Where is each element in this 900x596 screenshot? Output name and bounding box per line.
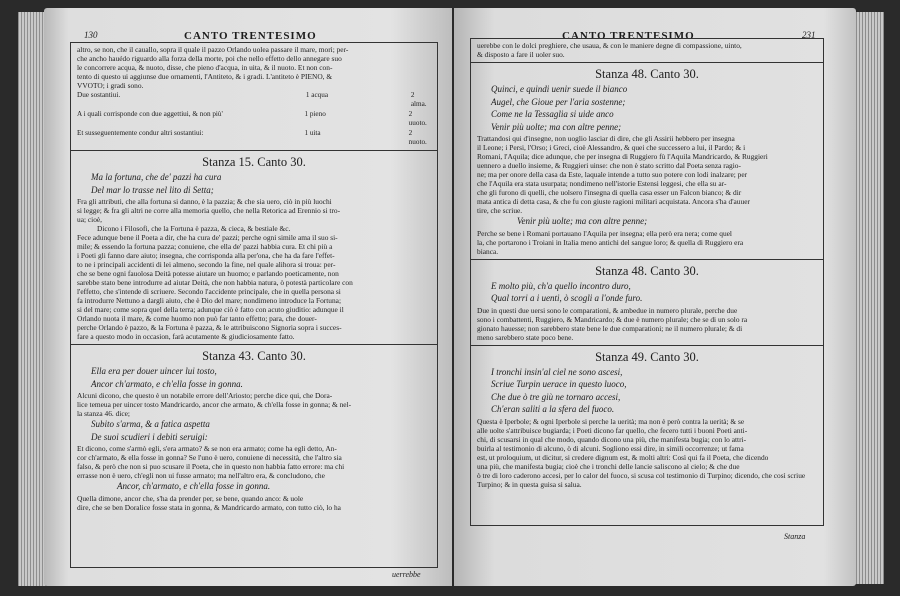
text-line: una più, che manifesta bugia; cioè che i tronchi delle lancie saliscono al cielo; & che due <box>477 461 740 471</box>
text-line: Perche se bene i Romani portauano l'Aquila per insegna; ella però era nera; come quel <box>477 228 732 238</box>
stanza-heading: Stanza 15. Canto 30. <box>202 155 306 169</box>
verse-line: Scriue Turpin uerace in questo luoco, <box>491 379 627 389</box>
verse-line: Del mar lo trasse nel lito di Setta; <box>91 184 214 195</box>
text-line: Fra gli attributi, che alla fortuna si danno, è la pazzia; & che sia uero, ciò in più luochi <box>77 197 332 206</box>
verse-line: Qual torri a i uenti, ò scogli a l'onde furo. <box>491 293 643 303</box>
text-line: Due in questi due uersi sono le comparationi, & ambedue in numero plurale, perche due <box>477 305 738 315</box>
text-line: si legge; & fra gli altri ne corre alla memoria quello, che nella Retorica ad Erennio si tro- <box>77 206 341 215</box>
text-line: sarebbe stato bene introdurre ad aiutar Deità, che non habbia natura, ò potestà particolare con <box>77 278 353 287</box>
text-line: Fece adunque bene il Poeta a dir, che ha cura de' pazzi; perche ogni simile ama il suo si- <box>77 233 338 242</box>
text-line: l'effetto, che s'intende di scriuere. Secondo l'accidente principale, che in quella persona si <box>77 287 341 296</box>
running-head: CANTO TRENTESIMO <box>562 30 695 42</box>
text-line: & disposto a fare il uoler suo. <box>477 50 565 59</box>
divider <box>71 344 437 345</box>
text-line: che se bene ogni fauolosa Deità potesse aiutare un huomo; e parlando poeticamente, non <box>77 269 339 278</box>
text-line: che l'Aquila era stata usurpata; nondimeno nell'istorie Estensi leggesi, che ella su ar- <box>477 179 727 188</box>
text-line: to ne i principali accidenti di lei almeno, secondo la fine, nel quale alihora si troua: per- <box>77 260 336 269</box>
text-line: mata antica di detta casa, & che fu con giuste ragioni militari acquistata. Ancora s'ha d'auuer <box>477 197 750 206</box>
catchword: Stanza <box>784 532 806 541</box>
text-line: Quella dimone, ancor che, s'ha da prender per, se bene, quando anco: & uole <box>77 493 304 503</box>
text-line: errasse non è uero, ch'egli non ui fusse armato; ma nell'altro era, & concludono, che <box>77 471 325 480</box>
verse-line: Ma la fortuna, che de' pazzi ha cura <box>91 172 222 182</box>
verse-line: Ancor ch'armato, e ch'ella fosse in gonna. <box>91 378 243 389</box>
stanza-heading: Stanza 48. Canto 30. <box>595 263 699 278</box>
grades-row: Et susseguentemente condur altri sostantiui: 1 uita 2 nuoto. <box>77 129 427 146</box>
text-line: ne; ma per onore della casa da Este, laquale intende a tutto suo potere con lodi inalzare; per <box>477 170 748 179</box>
text-line: mile; & essendo la fortuna pazza; conuiene, che ella de' pazzi habbia cura. Et chi più a <box>77 242 333 251</box>
page-number: 231 <box>802 30 816 40</box>
text-line: Questa è Iperbole; & ogni Iperbole si perche la uerità; ma non è però contra la uerità; & se <box>477 416 745 426</box>
page-edges-right <box>854 12 884 584</box>
verse-line: Ch'eran saliti a la sfera del fuoco. <box>491 404 615 414</box>
text-line: VVOTO; i gradi sono. <box>77 81 144 90</box>
text-line: le concorrere acqua, & nuoto, disse, che pieno d'acqua, in uita, & il nuoto. Et non con- <box>77 63 333 72</box>
stanza-heading: Stanza 48. Canto 30. <box>595 67 699 81</box>
text-line: Orlando nuota il mare, & come huomo non può far tanto effetto; para, che douer- <box>77 314 317 323</box>
grades-row: Due sostantiui. 1 acqua 2 alma. <box>77 91 427 108</box>
catchword: uerrebbe <box>392 570 421 579</box>
divider <box>471 259 823 260</box>
text-line: meno sarebbero state poco bene. <box>477 332 574 342</box>
page-number: 130 <box>84 30 98 40</box>
verse-line: Venir più uolte; ma con altre penne; <box>491 121 622 132</box>
text-line: buirla al testimonio di alcuno, ò di alcuni. Sogliono essi dire, in simili occorrenze; ut fama <box>477 443 744 453</box>
text-line: lice temeua per uincer tosto Mandricardo, ancor che armato, & ch'ella fosse in gonna; & nel- <box>77 400 352 409</box>
verse-line: I tronchi insin'al ciel ne sono ascesi, <box>491 366 623 377</box>
right-text-frame <box>470 38 824 526</box>
text-line: la stanza 46. dice; <box>77 409 130 418</box>
text-line: uerebbe con le dolci preghiere, che usaua, & con le maniere degne di compassione, uinto, <box>477 41 742 50</box>
running-head: CANTO TRENTESIMO <box>184 30 317 42</box>
left-text-frame <box>70 42 438 568</box>
divider <box>71 150 437 151</box>
text-line: Dicono i Filosofi, che la Fortuna è pazza, & cieca, & bestiale &c. <box>97 224 291 233</box>
text-line: si del mare; come sopra quel della terra; adunque ciò è fatto con acuto giuditio: adunque il <box>77 305 344 314</box>
verse-line: Ella era per douer uincer lui tosto, <box>91 366 217 376</box>
text-line: Trattandosi qui d'insegne, non uoglio lasciar di dire, che gli Assirii hebbero per insegna <box>477 134 735 143</box>
text-line: cor ch'armato, & ella fosse in gonna? Se l'uno è uero, conuiene di necessità, che l'altro sia <box>77 453 342 462</box>
verse-line: Augel, che Gioue per l'aria sostenne; <box>491 96 626 107</box>
text-line: Alcuni dicono, che questo è un notabile errore dell'Ariosto; perche dice qui, che Dora- <box>77 391 333 400</box>
verse-line: Come ne la Tessaglia si uide anco <box>491 109 614 119</box>
text-line: ua; cioè, <box>77 215 103 224</box>
text-line: i Poeti gli fanno dare aiuto; insegna, che corrisponda alla per'ona, che ha da fare l'effet- <box>77 251 335 260</box>
text-line: ò tre di loro caderono accesi, per lo calor del fuoco, si scusa col testimonio di Turpino; dicendo, che così scriue <box>477 470 806 480</box>
verse-line: Che due ò tre giù ne tornaro accesi, <box>491 391 621 402</box>
text-line: il Leone; i Persi, l'Orso; i Greci, cioè Alessandro, & quei che successero a lui, il Pardo; & i <box>477 143 746 152</box>
verse-line: Ancor, ch'armato, e ch'ella fosse in gonna. <box>117 481 271 491</box>
text-line: falso, & però che non si puo scusare il Poeta, che in questo non habbia fatto errore: ma chi <box>77 462 345 471</box>
text-line: Turpino; & in questa guisa si salua. <box>477 479 582 489</box>
text-line: est, ut proloquium, ut dicitur, si credere dignum est, & molti altri: Così qui fa il Poeta, che dicendo <box>477 452 769 462</box>
text-line: tire, che scriue. <box>477 206 523 215</box>
text-line: dire, che se ben Doralice fosse stata in gonna, & Mandricardo armato, con tutto ciò, lo ha <box>77 502 341 512</box>
grades-row: A i quali corrisponde con due aggettiui, & non più' 1 pieno 2 uuoto. <box>77 110 427 127</box>
text-line: alle uolte s'attribuisce bugiarda; i Poeti dicono far quello, che fecero tutti i buoni Poeti anti- <box>477 425 748 435</box>
text-line: Romani, l'Aquila; dice adunque, che per insegna di Ruggiero fù l'Aquila Mandricardo, & Ruggieri <box>477 152 768 161</box>
text-line: altro, se non, che il cauallo, sopra il quale il pazzo Orlando uolea passare il mare, morì; per- <box>77 45 349 54</box>
text-line: gionato hauesse; non sarebbero state bene le due comparationi; ne il numero plurale; & di <box>477 323 743 333</box>
verse-line: De suoi scudieri i debiti seruigi: <box>91 431 208 442</box>
verse-line: Subito s'arma, & a fatica aspetta <box>91 419 210 429</box>
text-line: tento di questo ui aggiunse due ornamenti, l'Antiteto, & i gradi. L'antiteto è PIENO, & <box>77 72 333 81</box>
text-line: la, che portarono i Troiani in Italia meno antichi del sangue loro; & quella di Ruggiero era <box>477 237 744 247</box>
divider <box>471 62 823 63</box>
text-line: Et dicono, come s'armò egli, s'era armato? & se non era armato; come ha egli detto, An- <box>77 444 337 453</box>
stanza-heading: Stanza 43. Canto 30. <box>202 349 306 363</box>
stanza-heading: Stanza 49. Canto 30. <box>595 349 699 364</box>
page-edges-left <box>18 12 46 586</box>
text-line: uennero a duello insieme, & Ruggieri uinse: che non è stato scritto dal Poeta senza ragio- <box>477 161 741 170</box>
text-line: perche Orlando è pazzo, & la Fortuna è pazza, & le attribuiscono Signoria sopra i succes- <box>77 323 342 332</box>
verse-line: Venir più uolte; ma con altre penne; <box>517 216 648 226</box>
text-line: chi, di scusarsi in qual che modo, quando dicono una più, che manifesta bugia; con lo attri- <box>477 434 747 444</box>
divider <box>471 345 823 346</box>
text-line: che ancho hauédo riguardo alla forza della morte, poi che nello effetto dello annegare suo <box>77 54 342 63</box>
verse-line: Quinci, e quindi uenir suede il bianco <box>491 84 628 94</box>
text-line: che gli furono di quelli, che uolsero l'insegna di quella casa esser un Falcon bianco; & dir <box>477 188 742 197</box>
text-line: sono i combattenti, Ruggiero, & Mandricardo; & due è numero plurale; che se di un solo ra <box>477 314 748 324</box>
text-line: fa introdurre Nettuno a dargli aiuto, che è Dio del mare; nondimeno introduce la Fortuna; <box>77 296 341 305</box>
text-line: bianca. <box>477 246 499 256</box>
text-line: fare a questo modo in occasion, farà acutamente & giudiciosamente fatto. <box>77 332 295 341</box>
verse-line: E molto più, ch'a quello incontro duro, <box>491 280 631 291</box>
